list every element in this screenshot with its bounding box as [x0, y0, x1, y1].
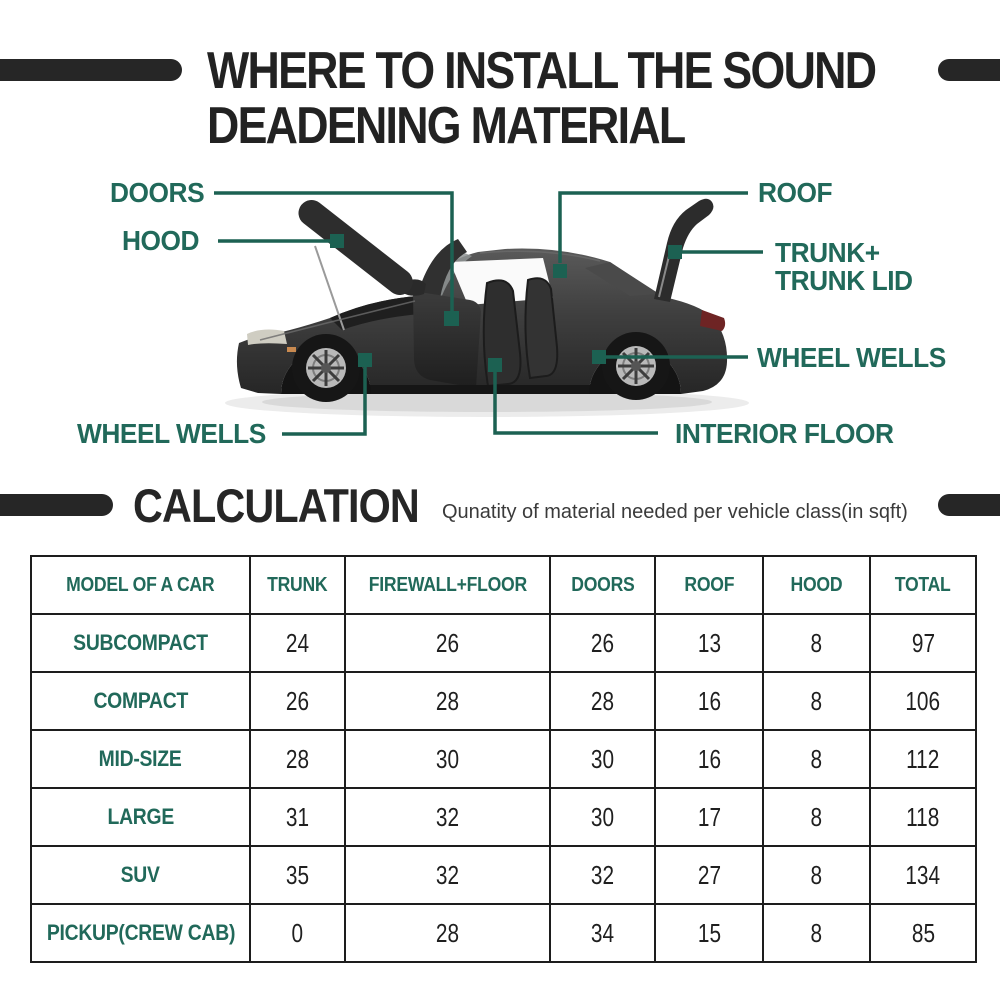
cell-value: 26 — [590, 627, 615, 658]
col-header-doors: DOORS — [550, 556, 655, 614]
cell-value: 17 — [697, 801, 721, 832]
col-header-roof: ROOF — [655, 556, 763, 614]
col-header-total: TOTAL — [870, 556, 976, 614]
car-marker-light — [287, 347, 296, 352]
cell-value: 15 — [697, 917, 721, 948]
cell-value: 8 — [810, 859, 823, 890]
marker-doors — [444, 311, 459, 326]
label-trunk-line2: TRUNK LID — [775, 265, 913, 296]
cell-value: 8 — [810, 627, 823, 658]
table-row — [31, 846, 976, 904]
row-label: SUV — [120, 862, 161, 887]
cell-value: 28 — [435, 685, 460, 716]
cell-value: 26 — [435, 627, 460, 658]
marker-wheel-wells-right — [592, 350, 606, 364]
cell-value: 24 — [285, 627, 310, 658]
row-label: MID-SIZE — [99, 746, 182, 771]
table-row — [31, 904, 976, 962]
cell-value: 31 — [285, 801, 310, 832]
material-table — [30, 555, 977, 963]
cell-value: 30 — [435, 743, 460, 774]
cell-value: 28 — [435, 917, 460, 948]
car-hood-prop-rod — [315, 246, 344, 330]
marker-roof — [553, 264, 567, 278]
cell-value: 16 — [697, 743, 721, 774]
row-label: PICKUP(CREW CAB) — [46, 920, 235, 945]
car-wheel-rear — [602, 332, 670, 400]
cell-value: 8 — [810, 917, 823, 948]
cell-value: 32 — [435, 801, 460, 832]
calculation-title: CALCULATION — [133, 479, 419, 532]
cell-value: 32 — [590, 859, 615, 890]
cell-value: 85 — [911, 917, 935, 948]
row-label: COMPACT — [93, 688, 188, 713]
car-hood-open — [293, 195, 418, 300]
label-wheel-wells-right: WHEEL WELLS — [757, 342, 946, 373]
table-header-row — [31, 556, 976, 614]
col-header-firewall-floor: FIREWALL+FLOOR — [345, 556, 550, 614]
cell-value: 8 — [810, 743, 823, 774]
marker-hood — [330, 234, 344, 248]
cell-value: 97 — [911, 627, 935, 658]
label-trunk — [775, 239, 913, 295]
row-label: SUBCOMPACT — [73, 630, 208, 655]
label-interior-floor: INTERIOR FLOOR — [675, 418, 894, 449]
col-header-trunk: TRUNK — [250, 556, 345, 614]
table-row — [31, 672, 976, 730]
cell-value: 34 — [590, 917, 615, 948]
cell-value: 16 — [697, 685, 721, 716]
label-wheel-wells-left: WHEEL WELLS — [77, 418, 266, 449]
col-header-hood: HOOD — [763, 556, 870, 614]
cell-value: 30 — [590, 801, 615, 832]
calculation-subtitle: Qunatity of material needed per vehicle class(in sqft) — [442, 501, 908, 523]
cell-value: 106 — [905, 685, 941, 716]
cell-value: 28 — [590, 685, 615, 716]
cell-value: 112 — [906, 743, 940, 774]
cell-value: 134 — [905, 859, 941, 890]
cell-value: 0 — [291, 917, 304, 948]
label-trunk-line1: TRUNK+ — [775, 237, 880, 268]
cell-value: 30 — [590, 743, 615, 774]
col-header-model: MODEL OF A CAR — [31, 556, 250, 614]
calc-bar-left — [0, 494, 113, 516]
car-wheel-front — [292, 334, 360, 402]
table-row — [31, 788, 976, 846]
cell-value: 32 — [435, 859, 460, 890]
cell-value: 8 — [810, 801, 823, 832]
cell-value: 13 — [697, 627, 721, 658]
marker-wheel-wells-left — [358, 353, 372, 367]
cell-value: 28 — [285, 743, 310, 774]
car-door-open — [413, 291, 481, 388]
marker-interior-floor — [488, 358, 502, 372]
marker-trunk — [668, 245, 682, 259]
car-rocker — [368, 385, 590, 394]
row-label: LARGE — [107, 804, 174, 829]
cell-value: 118 — [906, 801, 940, 832]
cell-value: 35 — [285, 859, 310, 890]
table-row — [31, 730, 976, 788]
cell-value: 27 — [697, 859, 721, 890]
cell-value: 26 — [285, 685, 310, 716]
page-title-line2: DEADENING MATERIAL — [207, 97, 685, 155]
label-hood: HOOD — [122, 225, 200, 256]
table-row — [31, 614, 976, 672]
cell-value: 8 — [810, 685, 823, 716]
car-headlight — [247, 330, 287, 345]
label-doors: DOORS — [110, 177, 205, 208]
calc-bar-right — [938, 494, 1000, 516]
page-title-line1: WHERE TO INSTALL THE SOUND — [207, 42, 876, 100]
label-roof: ROOF — [758, 177, 833, 208]
